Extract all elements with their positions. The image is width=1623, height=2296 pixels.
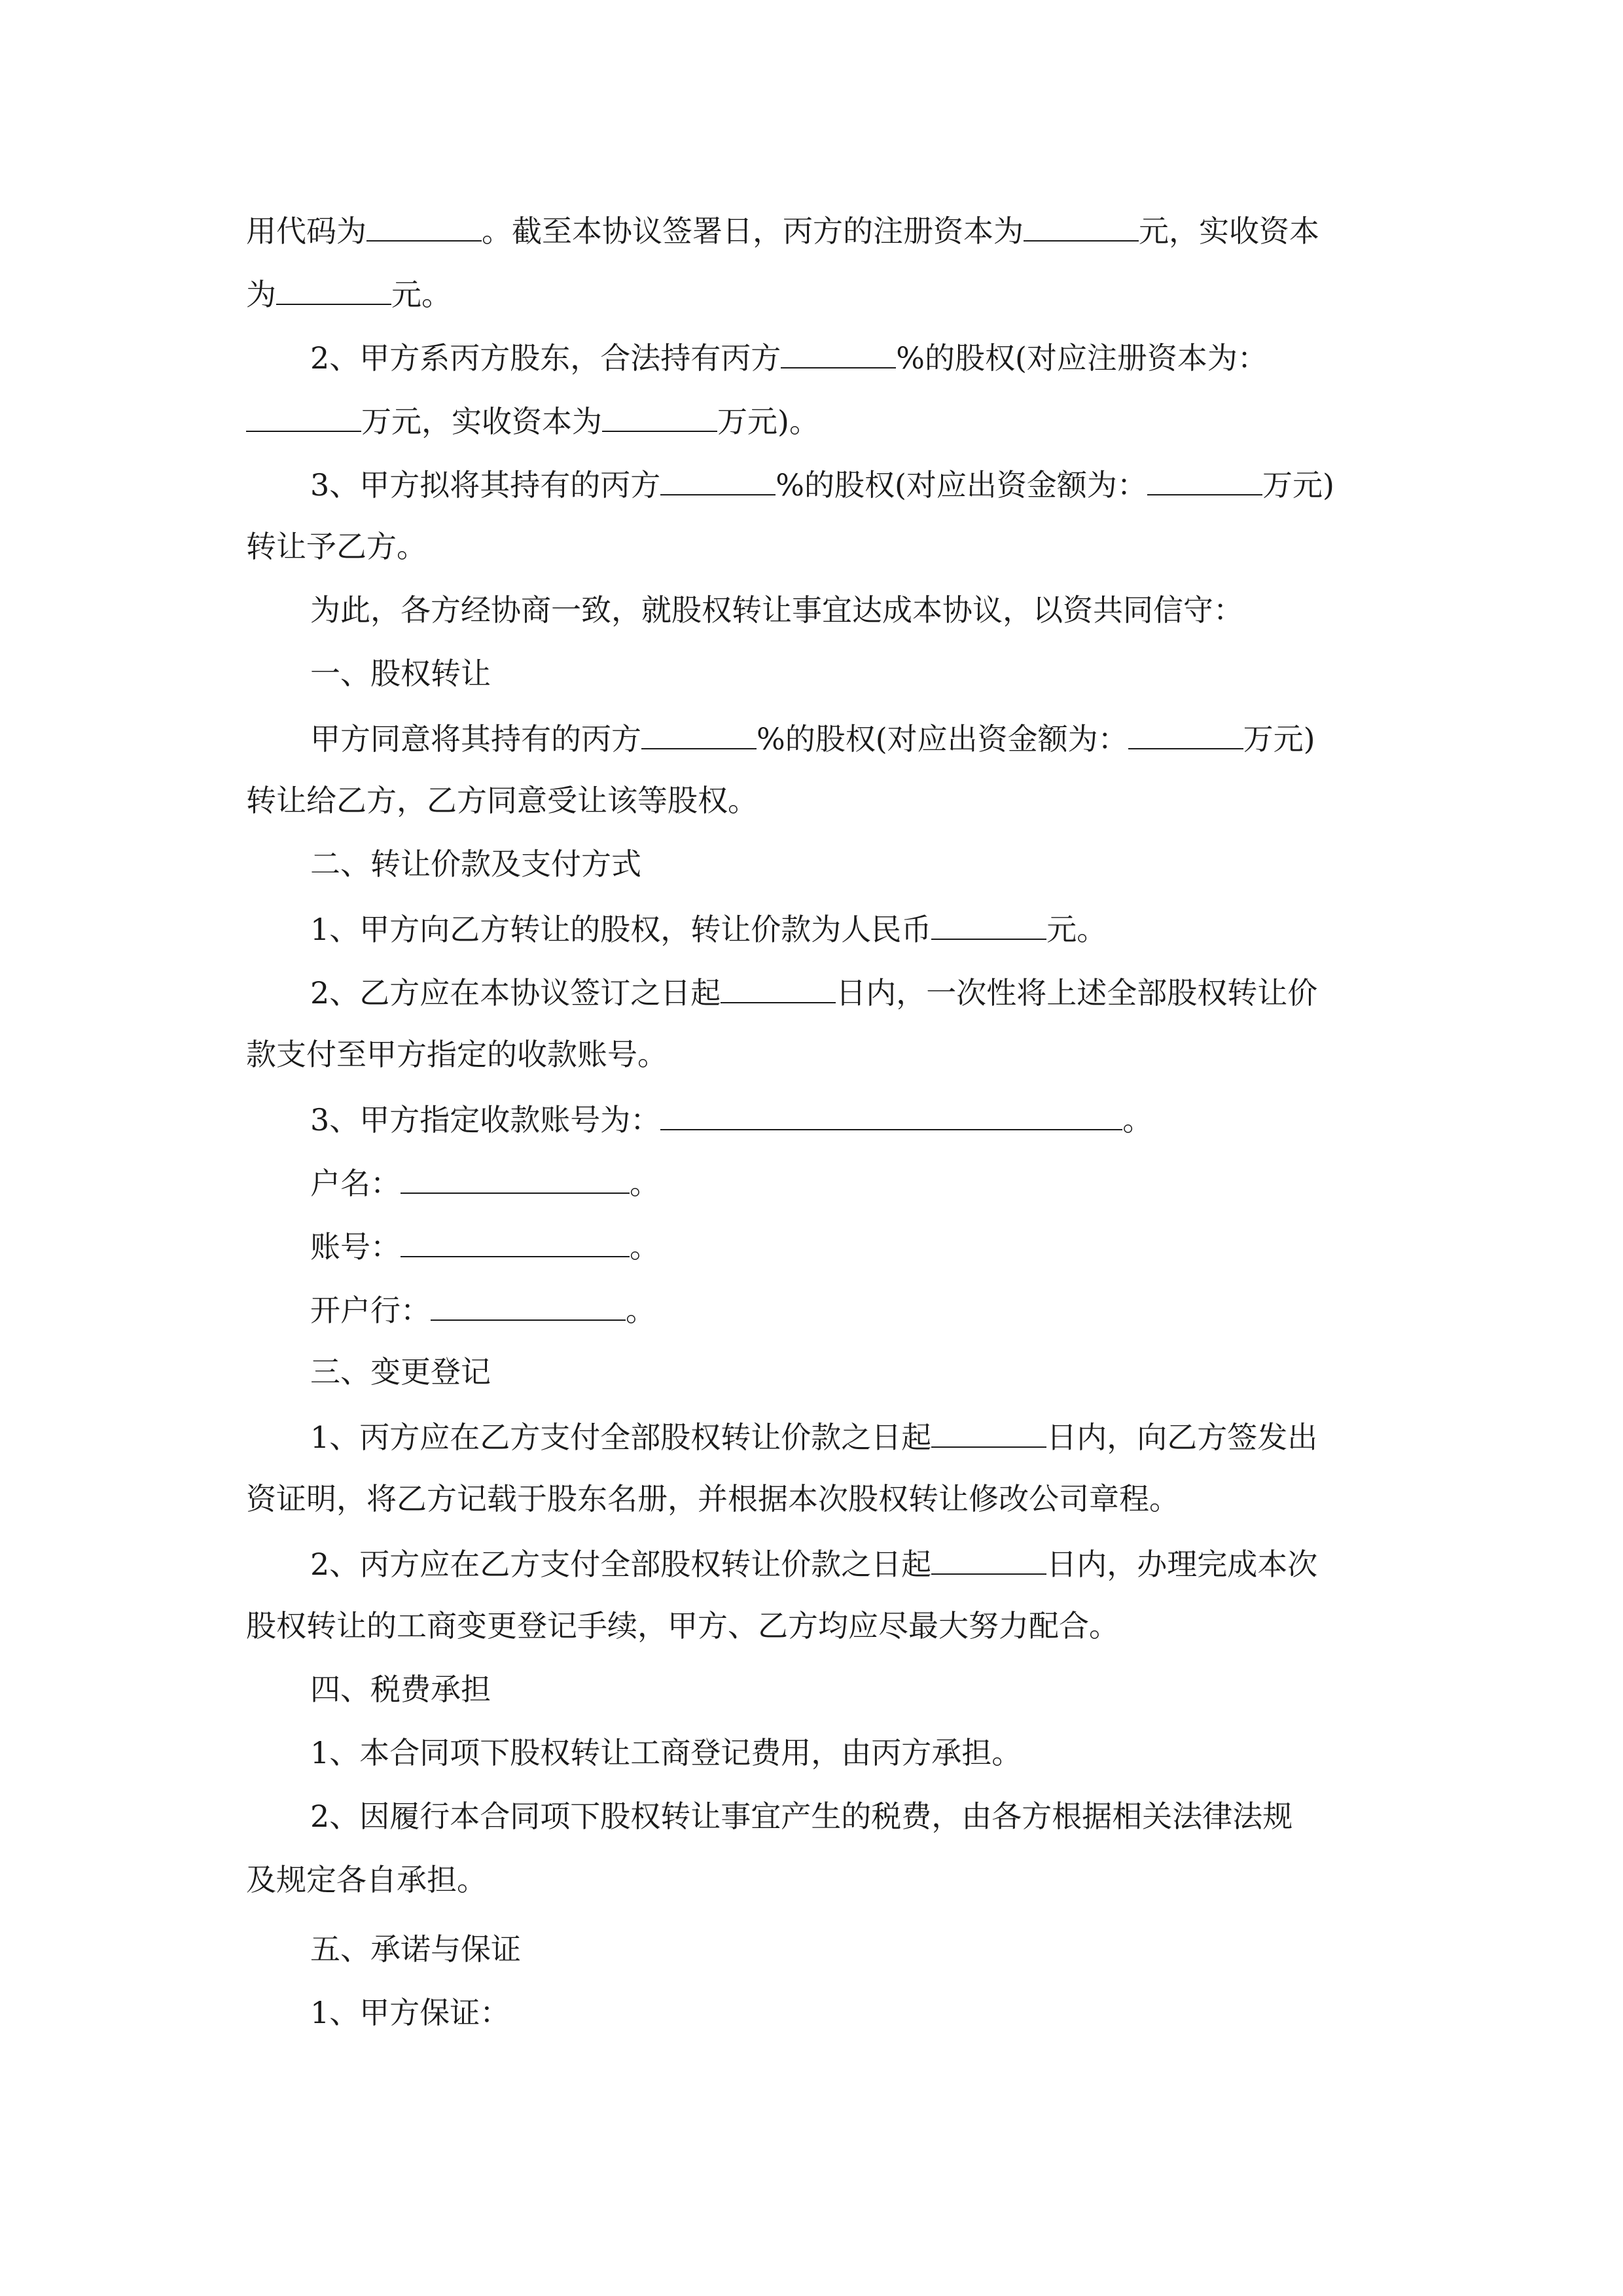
blank-field[interactable] bbox=[1147, 468, 1262, 495]
paragraph-line: 2、乙方应在本协议签订之日起 日内，一次性将上述全部股权转让价 bbox=[310, 975, 1318, 1011]
paragraph-line: 1、甲方向乙方转让的股权，转让价款为人民币 元。 bbox=[310, 912, 1107, 947]
paragraph-line: 3、甲方拟将其持有的丙方 %的股权(对应出资金额为： 万元) bbox=[310, 467, 1334, 503]
paragraph-line: 1、丙方应在乙方支付全部股权转让价款之日起 日内，向乙方签发出 bbox=[310, 1420, 1318, 1455]
paragraph-line: 转让予乙方。 bbox=[246, 529, 427, 564]
blank-field[interactable] bbox=[1128, 722, 1243, 749]
blank-field[interactable] bbox=[366, 214, 482, 242]
blank-field[interactable] bbox=[721, 976, 836, 1003]
section-heading: 三、变更登记 bbox=[310, 1354, 491, 1390]
paragraph-line: 甲方同意将其持有的丙方 %的股权(对应出资金额为： 万元) bbox=[310, 721, 1315, 757]
blank-field[interactable] bbox=[660, 468, 776, 495]
section-heading: 五、承诺与保证 bbox=[310, 1931, 521, 1967]
paragraph-line: 为此，各方经协商一致，就股权转让事宜达成本协议，以资共同信守： bbox=[310, 592, 1243, 628]
blank-field[interactable] bbox=[931, 912, 1046, 940]
paragraph-line: 为 元。 bbox=[246, 277, 452, 312]
paragraph-line: 开户行： 。 bbox=[310, 1293, 656, 1328]
section-heading: 四、税费承担 bbox=[310, 1672, 491, 1707]
blank-field[interactable] bbox=[276, 278, 391, 305]
account-number-field[interactable] bbox=[660, 1103, 1122, 1130]
paragraph-line: 1、本合同项下股权转让工商登记费用，由丙方承担。 bbox=[310, 1735, 1022, 1770]
paragraph-line: 1、甲方保证： bbox=[310, 1995, 510, 2030]
blank-field[interactable] bbox=[931, 1547, 1046, 1575]
paragraph-line: 用代码为 。截至本协议签署日，丙方的注册资本为 元，实收资本 bbox=[246, 213, 1319, 249]
paragraph-line: 万元，实收资本为 万元)。 bbox=[246, 404, 819, 437]
account-name-field[interactable] bbox=[401, 1166, 630, 1194]
account-no-field[interactable] bbox=[401, 1230, 630, 1257]
paragraph-line: 户名： 。 bbox=[310, 1166, 660, 1201]
paragraph-line: 2、因履行本合同项下股权转让事宜产生的税费，由各方根据相关法律法规 bbox=[310, 1799, 1293, 1834]
paragraph-line: 2、甲方系丙方股东，合法持有丙方 %的股权(对应注册资本为： bbox=[310, 340, 1268, 376]
paragraph-line: 款支付至甲方指定的收款账号。 bbox=[246, 1037, 668, 1072]
paragraph-line: 资证明，将乙方记载于股东名册，并根据本次股权转让修改公司章程。 bbox=[246, 1481, 1179, 1516]
paragraph-line: 2、丙方应在乙方支付全部股权转让价款之日起 日内，办理完成本次 bbox=[310, 1547, 1318, 1582]
blank-field[interactable] bbox=[641, 722, 757, 749]
blank-field[interactable] bbox=[1024, 214, 1139, 242]
paragraph-line: 股权转让的工商变更登记手续，甲方、乙方均应尽最大努力配合。 bbox=[246, 1608, 1119, 1643]
bank-field[interactable] bbox=[431, 1293, 626, 1321]
paragraph-line: 及规定各自承担。 bbox=[246, 1862, 487, 1897]
blank-field[interactable] bbox=[602, 404, 717, 432]
paragraph-line: 转让给乙方，乙方同意受让该等股权。 bbox=[246, 783, 758, 818]
paragraph-line: 账号： 。 bbox=[310, 1229, 660, 1265]
blank-field[interactable] bbox=[931, 1420, 1046, 1448]
blank-field[interactable] bbox=[246, 404, 361, 432]
blank-field[interactable] bbox=[781, 341, 896, 368]
section-heading: 一、股权转让 bbox=[310, 656, 491, 691]
section-heading: 二、转让价款及支付方式 bbox=[310, 846, 641, 882]
paragraph-line: 3、甲方指定收款账号为： 。 bbox=[310, 1102, 1153, 1138]
